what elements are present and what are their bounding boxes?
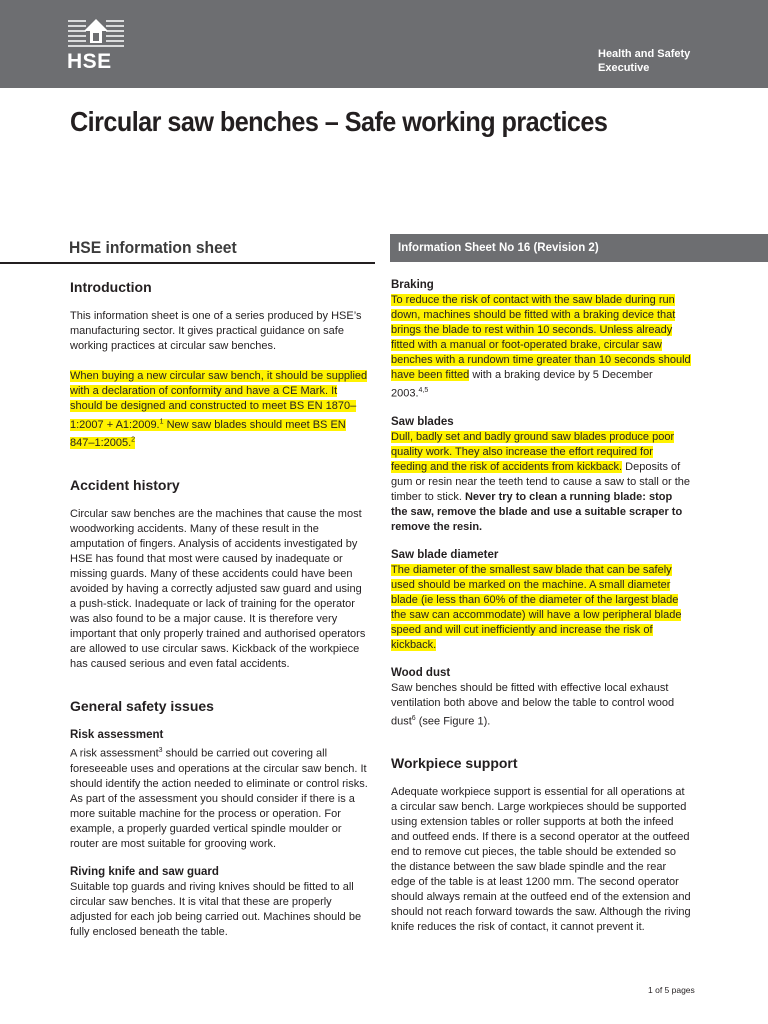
riving-knife-heading: Riving knife and saw guard <box>70 865 219 878</box>
intro-paragraph: This information sheet is one of a series produced by HSE’s manufacturing sector. It gives practical guidance on safe working practices at circular saw benches. <box>70 310 362 352</box>
left-column <box>70 278 370 940</box>
risk-assessment-paragraph: A risk assessment$^3$ should be carried out covering all foreseeable uses and operations at the circular saw bench. It should identify the action needed to eliminate or control risks. As part of the assessment you should consider if there is a more suitable machine for the process or operation. For example, a properly guarded vertical spindle moulder or router are most suitable for grooving work. <box>70 747 368 850</box>
wood-dust-paragraph: Saw benches should be fitted with effective local exhaust ventilation both above and below the table to control wood dust$^6$ (see Figure 1). <box>391 681 675 728</box>
page-number: 1 of 5 pages <box>648 985 695 995</box>
braking-paragraph: To reduce the risk of contact with the saw blade during run down, machines should be fitted with a braking device that brings the blade to rest within 10 seconds. Unless already fitted with a manual or foot-operated brake, circular saw benches with a rundown time greater than 10 seconds should have been fitted with a braking device by 5 December 2003.$^{4,5}$ <box>391 294 691 400</box>
sheet-number-banner: Information Sheet No 16 (Revision 2) <box>390 234 768 262</box>
page-title: Circular saw benches – Safe working practices <box>70 106 608 137</box>
saw-blades-heading: Saw blades <box>391 415 454 428</box>
general-safety-heading: General safety issues <box>70 698 214 715</box>
intro-heading: Introduction <box>70 279 152 295</box>
workpiece-support-heading: Workpiece support <box>391 755 518 772</box>
accident-heading: Accident history <box>70 477 180 494</box>
saw-blades-paragraph: Dull, badly set and badly ground saw blades produce poor quality work. They also increase the effort required for feeding and the risk of accidents from kickback. Deposits of gum or resin near the teeth tend to cause a saw to stall or the timber to stick. Never try to clean a running blade: stop the saw, remove the blade and use a suitable scraper to remove the resin. <box>391 430 691 533</box>
blade-diameter-heading: Saw blade diameter <box>391 548 499 561</box>
blade-diameter-paragraph: The diameter of the smallest saw blade that can be safely used should be marked on the machine. A small diameter blade (ie less than 60% of the diameter of the largest blade the saw can accommodate) will have a low peripheral blade speed and will cut inefficiently and increase the risk of kickback. <box>391 563 682 651</box>
braking-heading: Braking <box>391 279 434 291</box>
sheet-label-rule <box>0 262 375 264</box>
risk-assessment-heading: Risk assessment <box>70 729 164 742</box>
accident-paragraph: Circular saw benches are the machines that cause the most woodworking accidents. Many of these result in the amputation of fingers. Analysis of accidents investigated by HSE has found that most were caused by inadequate or missing guards. Many of these accidents could have been avoided by having a correctly adjusted saw guard and using a push-stick. Inadequate or lack of training for the operator was also found to be a major cause. It is therefore very important that only properly trained and authorised operators are allowed to use circular saws. Kickback of the workpiece has caused serious and even fatal accidents. <box>70 508 366 671</box>
sheet-type-label: HSE information sheet <box>69 238 237 257</box>
right-column <box>391 278 691 935</box>
wood-dust-heading: Wood dust <box>391 666 451 679</box>
hse-logo-text: HSE <box>67 50 112 73</box>
organisation-name: Health and Safety Executive <box>598 48 691 74</box>
riving-knife-paragraph: Suitable top guards and riving knives should be fitted to all circular saw benches. It is vital that these are properly adjusted for each job being carried out. Machines should be fully enclosed beneath the table. <box>70 880 362 938</box>
ce-mark-paragraph: When buying a new circular saw bench, it should be supplied with a declaration of conformity and have a CE Mark. It should be designed and constructed to meet BS EN 1870–1:2007 + A1:2009.$^1$ New saw blades should meet BS EN 847–1:2005.$^2$ <box>70 370 368 450</box>
header-bar <box>0 0 768 88</box>
workpiece-support-paragraph: Adequate workpiece support is essential for all operations at a circular saw bench. Large workpieces should be supported using extension tables or roller supports at both the infeed and outfeed ends. If there is a second operator at the outfeed end to remove cut pieces, the table should be extended so the distance between the saw blade spindle and the rear edge of the table is at least 1200 mm. The second operator should always remain at the outfeed end of the extension and should not reach forward towards the saw. Although the riving knife reduces the risk of contact, it cannot prevent it. <box>391 786 691 934</box>
